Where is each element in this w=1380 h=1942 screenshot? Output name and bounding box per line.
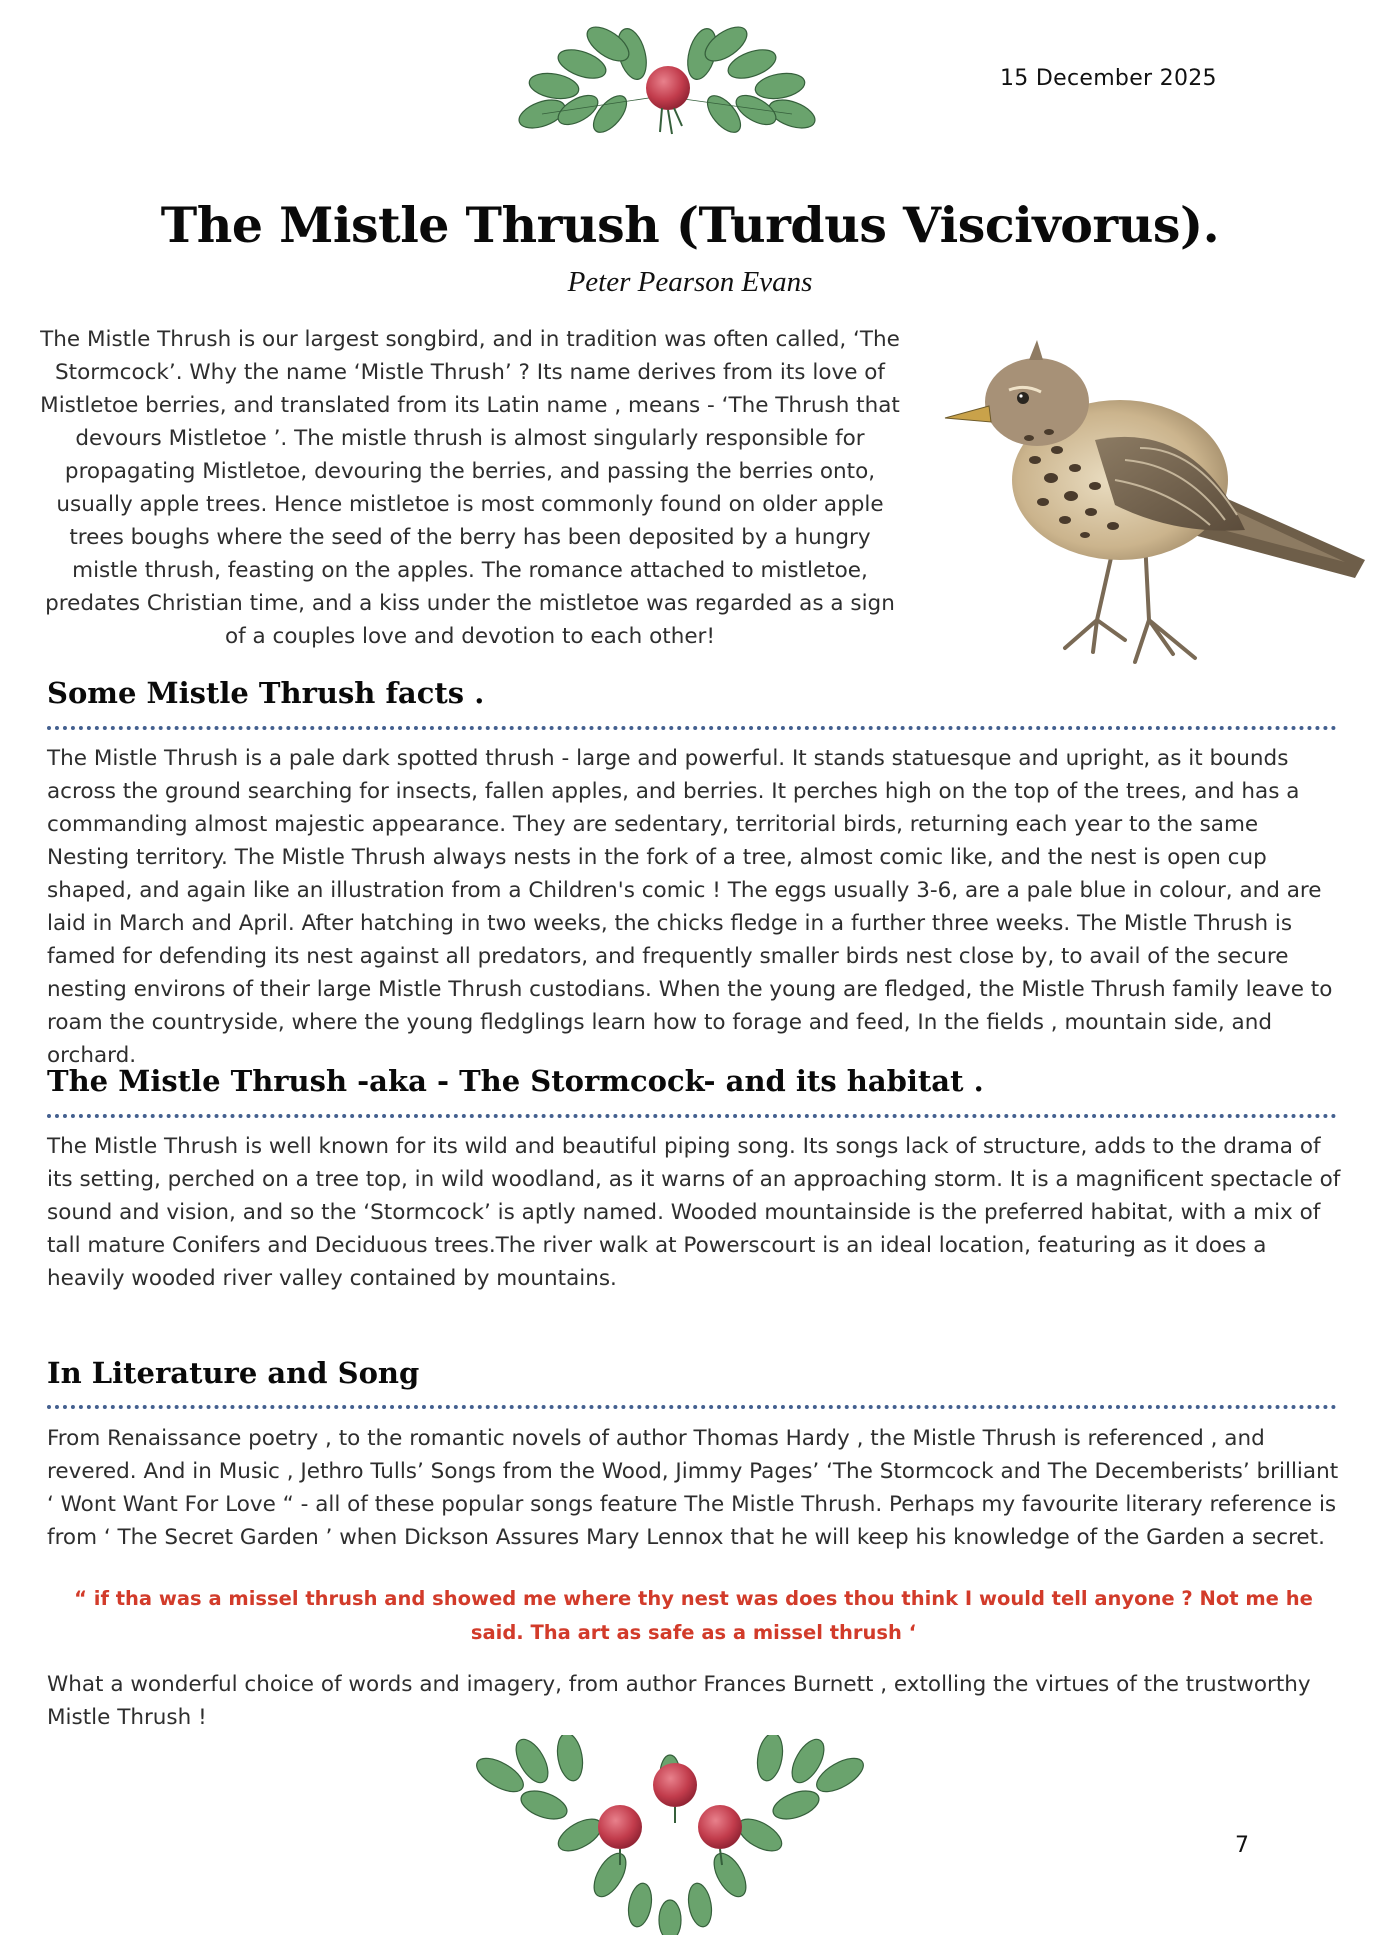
mistle-thrush-illustration	[925, 330, 1365, 680]
section-heading-facts: Some Mistle Thrush facts .	[47, 676, 485, 710]
closing-paragraph: What a wonderful choice of words and imagery, from author Frances Burnett , extolling the virtues of the trustworthy Mistle Thrush !	[47, 1672, 1311, 1730]
section-body-habitat: The Mistle Thrush is well known for its wild and beautiful piping song. Its songs lack of structure, adds to the drama of its setting, perched on a tree top, in wild woodland, as it warns of an approaching storm. It is a magnificent spectacle of sound and vision, and so the ‘Stormcock’ is aptly named. Wooded mountainside is the preferred habitat, with a mix of tall mature Conifers and Deciduous trees.The river walk at Powerscourt is an ideal location, featuring as it does a heavily wooded river valley contained by mountains.	[47, 1134, 1341, 1291]
rosehip-leaves-top-illustration	[512, 14, 822, 154]
section-body-facts: The Mistle Thrush is a pale dark spotted thrush - large and powerful. It stands statuesque and upright, as it bounds across the ground searching for insects, fallen apples, and berries. It perches high on the top of the trees, and has a commanding almost majestic appearance. They are sedentary, territorial birds, returning each year to the same Nesting territory. The Mistle Thrush always nests in the fork of a tree, almost comic like, and the nest is open cup shaped, and again like an illustration from a Children's comic ! The eggs usually 3-6, are a pale blue in colour, and are laid in March and April. After hatching in two weeks, the chicks fledge in a further three weeks. The Mistle Thrush is famed for defending its nest against all predators, and frequently smaller birds nest close by, to avail of the secure nesting environs of their large Mistle Thrush custodians. When the young are fledged, the Mistle Thrush family leave to roam the countryside, where the young fledglings learn how to forage and feed, In the fields , mountain side, and orchard.	[47, 746, 1333, 1068]
article-author: Peter Pearson Evans	[567, 266, 813, 298]
issue-date: 15 December 2025	[1000, 66, 1217, 91]
section-divider	[47, 1114, 1337, 1118]
intro-paragraph: The Mistle Thrush is our largest songbird, and in tradition was often called, ‘The Stormcock’. Why the name ‘Mistle Thrush’ ? Its name derives from its love of Mistletoe berries, and translated from its Latin name , means - ‘The Thrush that devours Mistletoe ’. The mistle thrush is almost singularly responsible for propagating Mistletoe, devouring the berries, and passing the berries onto, usually apple trees. Hence mistletoe is most commonly found on older apple trees boughs where the seed of the berry has been deposited by a hungry mistle thrush, feasting on the apples. The romance attached to mistletoe, predates Christian time, and a kiss under the mistletoe was regarded as a sign of a couples love and devotion to each other!	[40, 327, 900, 649]
section-divider	[47, 726, 1337, 730]
section-divider	[47, 1405, 1337, 1409]
rosehip-leaves-bottom-illustration	[470, 1735, 870, 1935]
section-heading-habitat: The Mistle Thrush -aka - The Stormcock- and its habitat .	[47, 1064, 984, 1098]
secret-garden-quote: “ if tha was a missel thrush and showed me where thy nest was does thou think I would tell anyone ? Not me he said. Tha art as safe as a missel thrush ‘	[74, 1587, 1313, 1644]
section-body-literature: From Renaissance poetry , to the romantic novels of author Thomas Hardy , the Mistle Thrush is referenced , and revered. And in Music , Jethro Tulls’ Songs from the Wood, Jimmy Pages’ ‘The Stormcock and The Decemberists’ brilliant ‘ Wont Want For Love “ - all of these popular songs feature The Mistle Thrush. Perhaps my favourite literary reference is from ‘ The Secret Garden ’ when Dickson Assures Mary Lennox that he will keep his knowledge of the Garden a secret.	[47, 1426, 1339, 1550]
article-title: The Mistle Thrush (Turdus Viscivorus).	[160, 196, 1220, 254]
page-number: 7	[1235, 1833, 1249, 1858]
section-heading-literature: In Literature and Song	[47, 1356, 420, 1390]
